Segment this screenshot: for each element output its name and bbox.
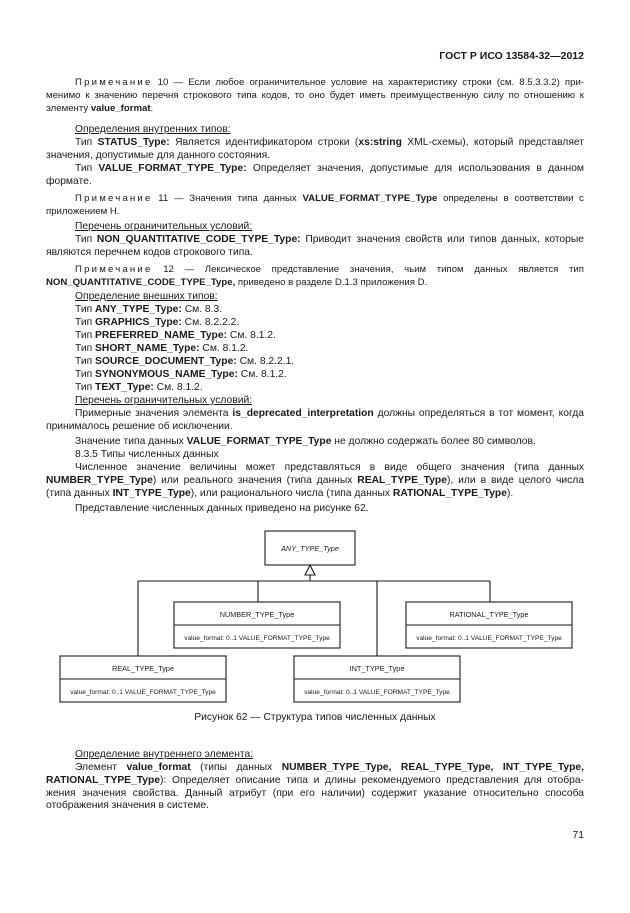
rational-type-attribute: value_format: 0..1 VALUE_FORMAT_TYPE_Type bbox=[416, 635, 562, 642]
external-types-heading: Определение внешних типов: bbox=[75, 291, 218, 302]
note-11: Примечание 11 — Значения типа данных VALUE_FORMAT_TYPE_Type определены в соответствии с приложением Н. bbox=[46, 193, 584, 217]
external-type-item: Тип GRAPHICS_Type: См. 8.2.2.2. bbox=[75, 317, 240, 328]
external-type-item: Тип ANY_TYPE_Type: См. 8.3. bbox=[75, 304, 223, 315]
external-type-item: Тип TEXT_Type: См. 8.1.2. bbox=[75, 382, 203, 393]
value-format-type-definition: Тип VALUE_FORMAT_TYPE_Type: Определяет значения, допустимые для использования в данном формате. bbox=[46, 163, 584, 187]
real-type-attribute: value_format: 0..1 VALUE_FORMAT_TYPE_Type bbox=[70, 689, 216, 696]
note-10: Примечание 10 — Если любое ограничительное условие на характеристику строки (см. 8.5.3.3.2) при-менимо к значению перечня строкового типа кодов, то оно будет иметь преимущественную силу по отношению к элементу value_format. bbox=[46, 77, 584, 114]
figure-reference: Представление численных данных приведено на рисунке 62. bbox=[75, 503, 369, 514]
deprecated-interpretation-constraint: Примерные значения элемента is_deprecated_interpretation должны определяться в тот момент, когда принималось решение об исключении. bbox=[46, 408, 584, 432]
rational-type-name: RATIONAL_TYPE_Type bbox=[449, 610, 529, 619]
int-type-attribute: value_format: 0..1 VALUE_FORMAT_TYPE_Type bbox=[304, 689, 450, 696]
note-12: Примечание 12 — Лексическое представление значения, чьим типом данных является тип NON_QUANTITATIVE_CODE_TYPE_Type, приведено в разделе D.1.3 приложения D. bbox=[46, 264, 584, 288]
value-format-element-definition: Элемент value_format (типы данных NUMBER_TYPE_Type, REAL_TYPE_Type, INT_TYPE_Type, RATIONAL_TYPE_Type): Определяет описание типа и длины рекомендуемого представления для отобра-жения значения свойства. Данный атрибут (при его наличии) содержит указание относительно способа отображения значения в системе. bbox=[46, 762, 584, 812]
constraints-heading-2: Перечень ограничительных условий: bbox=[75, 395, 253, 406]
numeric-types-diagram bbox=[0, 525, 630, 705]
number-type-attribute: value_format: 0..1 VALUE_FORMAT_TYPE_Type bbox=[184, 635, 330, 642]
internal-element-heading: Определение внутреннего элемента: bbox=[75, 749, 254, 760]
external-type-item: Тип SOURCE_DOCUMENT_Type: См. 8.2.2.1. bbox=[75, 356, 295, 367]
internal-types-heading: Определения внутренних типов: bbox=[75, 124, 231, 135]
value-format-length-constraint: Значение типа данных VALUE_FORMAT_TYPE_Type не должно содержать более 80 символов. bbox=[75, 436, 536, 447]
status-type-definition: Тип STATUS_Type: Является идентификатором строки (xs:string XML-схемы), который представляет значения, допустимые для данного состояния. bbox=[46, 137, 584, 161]
external-type-item: Тип PREFERRED_NAME_Type: См. 8.1.2. bbox=[75, 330, 276, 341]
int-type-name: INT_TYPE_Type bbox=[349, 664, 405, 673]
note-label: Примечание bbox=[75, 77, 153, 88]
section-paragraph: Численное значение величины может представляться в виде общего значения (типа данных NUMBER_TYPE_Type) или реального значения (типа данных REAL_TYPE_Type), или в виде целого числа (типа данных INT_TYPE_Type), или рационального числа (типа данных RATIONAL_TYPE_Type). bbox=[46, 462, 584, 499]
non-quantitative-code-type-definition: Тип NON_QUANTITATIVE_CODE_TYPE_Type: Приводит значения свойств или типов данных, которые являются перечнем кодов строкового типа. bbox=[46, 234, 584, 258]
real-type-name: REAL_TYPE_Type bbox=[111, 664, 175, 673]
external-type-item: Тип SYNONYMOUS_NAME_Type: См. 8.1.2. bbox=[75, 369, 287, 380]
section-title: 8.3.5 Типы численных данных bbox=[75, 449, 219, 460]
external-type-item: Тип SHORT_NAME_Type: См. 8.1.2. bbox=[75, 343, 249, 354]
constraints-heading-1: Перечень ограничительных условий: bbox=[75, 221, 253, 232]
generalization-arrow-icon bbox=[305, 565, 315, 575]
note-label: Примечание bbox=[75, 264, 153, 275]
number-type-name: NUMBER_TYPE_Type bbox=[219, 610, 295, 619]
page-number: 71 bbox=[572, 830, 584, 841]
figure-caption: Рисунок 62 — Структура типов численных данных bbox=[194, 712, 436, 723]
any-type-label: ANY_TYPE_Type bbox=[281, 544, 339, 553]
note-label: Примечание bbox=[75, 193, 153, 204]
document-header: ГОСТ Р ИСО 13584-32—2012 bbox=[439, 50, 584, 62]
